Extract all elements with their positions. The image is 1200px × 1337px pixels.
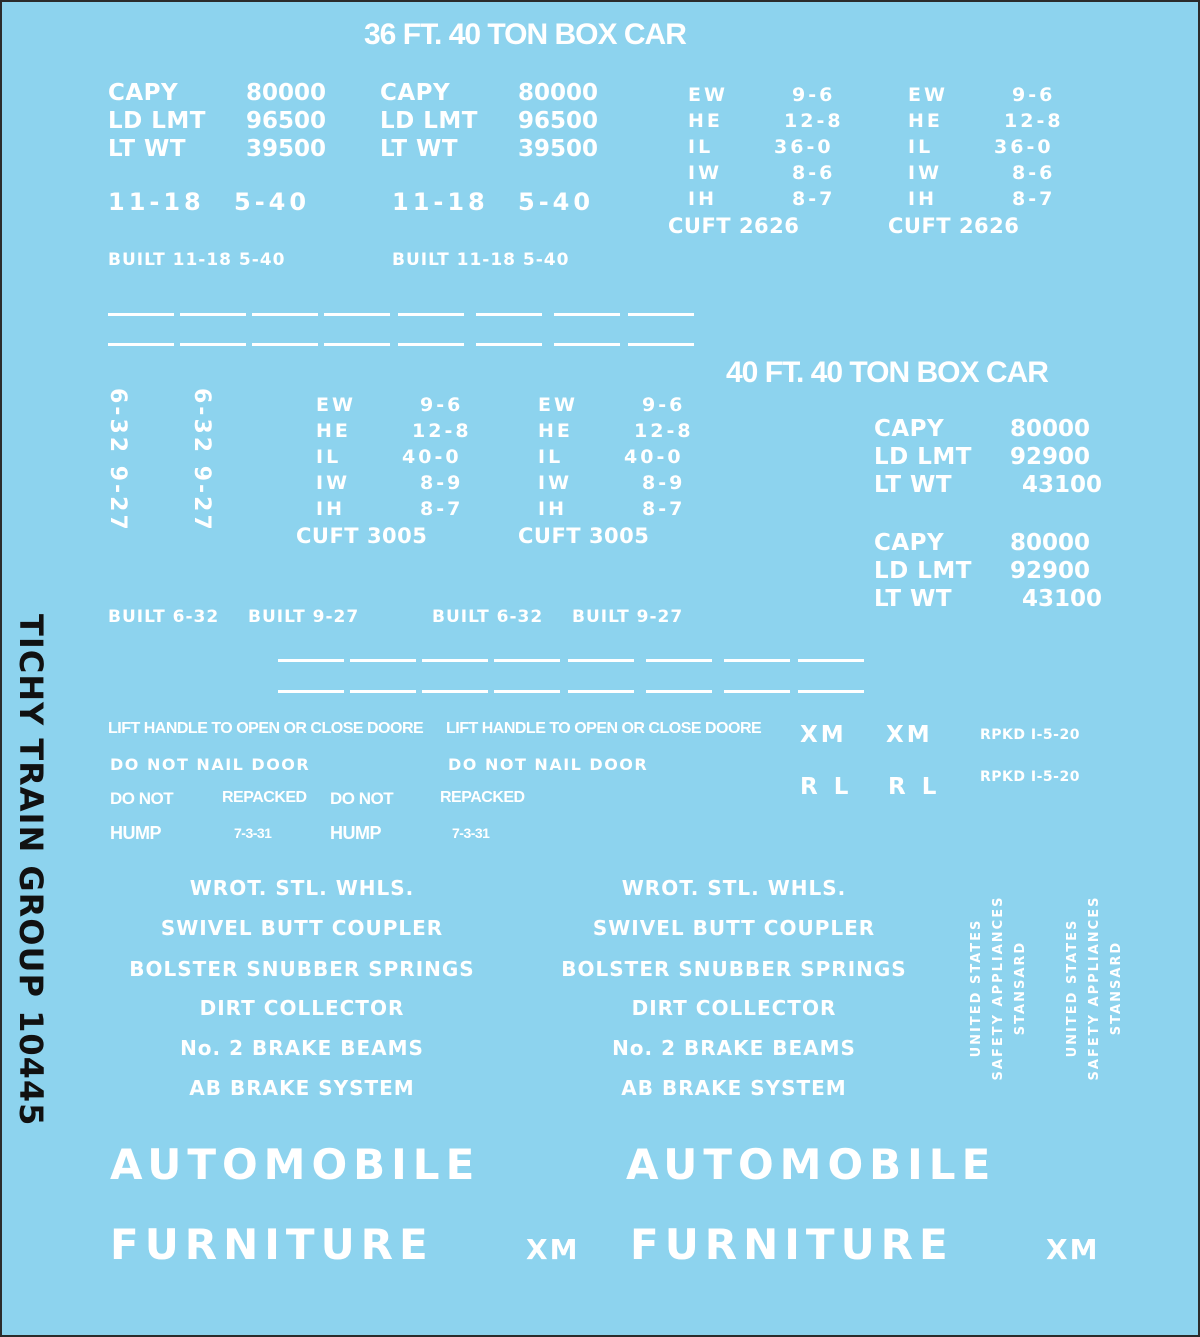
safety-standard-1: [966, 868, 1032, 1108]
built-36: BUILT 11-18 5-40: [392, 250, 570, 270]
feature-wheels: WROT. STL. WHLS.: [189, 876, 415, 900]
feature-coupler: SWIVEL BUTT COUPLER: [592, 916, 876, 940]
automobile-lettering: AUTOMOBILE: [626, 1140, 997, 1189]
repacked-date: 7-3-31: [234, 825, 272, 841]
title-40ft: 40 FT. 40 TON BOX CAR: [726, 356, 1048, 389]
lt-wt-label: LT WT: [108, 136, 187, 162]
stripe: [628, 343, 694, 346]
stripe: [476, 313, 542, 316]
iw-label: IW: [908, 162, 943, 184]
il-value: 40-0: [624, 446, 684, 468]
stripe: [646, 659, 712, 662]
do-not-label: DO NOT: [330, 789, 394, 808]
cuft-value: CUFT 3005: [518, 524, 650, 548]
capy-value: 80000: [1010, 530, 1091, 556]
capy-label: CAPY: [874, 530, 945, 556]
stripe: [554, 313, 620, 316]
built-6-32: BUILT 6-32: [432, 607, 544, 627]
stripe: [422, 659, 488, 662]
stripe: [180, 343, 246, 346]
rpkd-date: RPKD I-5-20: [980, 769, 1080, 785]
xm-small: XM: [1046, 1233, 1100, 1266]
stripe: [324, 313, 390, 316]
he-value: 12-8: [784, 110, 844, 132]
il-label: IL: [688, 136, 714, 158]
ew-label: EW: [908, 84, 948, 106]
ew-label: EW: [538, 394, 578, 416]
ih-value: 8-7: [420, 498, 464, 520]
xm-mark: XM: [886, 722, 933, 748]
stripe: [724, 690, 790, 693]
stripe: [628, 313, 694, 316]
stripe: [252, 313, 318, 316]
iw-value: 8-9: [420, 472, 464, 494]
ld-lmt-value: 96500: [518, 108, 599, 134]
stripe: [554, 343, 620, 346]
il-value: 36-0: [994, 136, 1054, 158]
feature-wheels: WROT. STL. WHLS.: [621, 876, 847, 900]
feature-brake-beams: No. 2 BRAKE BEAMS: [180, 1036, 424, 1060]
lt-wt-label: LT WT: [874, 586, 953, 612]
feature-brake-beams: No. 2 BRAKE BEAMS: [612, 1036, 856, 1060]
vertical-dates: 6-32 9-27: [105, 388, 130, 533]
stripe: [350, 690, 416, 693]
he-label: HE: [538, 420, 573, 442]
furniture-lettering: FURNITURE: [110, 1220, 434, 1269]
safety-line-2: SAFETY APPLIANCES: [991, 895, 1006, 1081]
lt-wt-value: 39500: [518, 136, 599, 162]
stripe: [180, 313, 246, 316]
safety-line-1: UNITED STATES: [969, 918, 984, 1058]
ld-lmt-label: LD LMT: [874, 444, 972, 470]
capy-label: CAPY: [108, 80, 179, 106]
ew-value: 9-6: [642, 394, 686, 416]
he-value: 12-8: [1004, 110, 1064, 132]
ld-lmt-label: LD LMT: [874, 558, 972, 584]
ew-value: 9-6: [1012, 84, 1056, 106]
stripe: [108, 343, 174, 346]
capy-value: 80000: [1010, 416, 1091, 442]
ew-value: 9-6: [420, 394, 464, 416]
feature-springs: BOLSTER SNUBBER SPRINGS: [129, 957, 475, 981]
do-not-nail-door: DO NOT NAIL DOOR: [448, 755, 649, 774]
repacked-date: 7-3-31: [452, 825, 490, 841]
xm-small: XM: [526, 1233, 580, 1266]
stripe: [646, 690, 712, 693]
do-not-label: DO NOT: [110, 789, 174, 808]
feature-brake-system: AB BRAKE SYSTEM: [621, 1076, 847, 1100]
stripe: [350, 659, 416, 662]
date-11-18: 11-18: [108, 188, 205, 216]
feature-dirt-collector: DIRT COLLECTOR: [631, 996, 837, 1020]
door-notice: LIFT HANDLE TO OPEN OR CLOSE DOORE: [108, 720, 424, 737]
automobile-lettering: AUTOMOBILE: [110, 1140, 481, 1189]
capy-label: CAPY: [380, 80, 451, 106]
ld-lmt-value: 92900: [1010, 444, 1091, 470]
cuft-value: CUFT 2626: [668, 214, 800, 238]
stripe: [494, 659, 560, 662]
ld-lmt-label: LD LMT: [380, 108, 478, 134]
repacked-label: REPACKED: [222, 789, 307, 806]
ld-lmt-label: LD LMT: [108, 108, 206, 134]
stripe: [798, 690, 864, 693]
cuft-value: CUFT 2626: [888, 214, 1020, 238]
stripe: [568, 690, 634, 693]
ih-value: 8-7: [792, 188, 836, 210]
he-value: 12-8: [412, 420, 472, 442]
vertical-dates: 6-32 9-27: [189, 388, 214, 533]
furniture-lettering: FURNITURE: [630, 1220, 954, 1269]
lt-wt-value: 39500: [246, 136, 327, 162]
ih-value: 8-7: [642, 498, 686, 520]
title-36ft: 36 FT. 40 TON BOX CAR: [364, 18, 686, 51]
built-36: BUILT 11-18 5-40: [108, 250, 286, 270]
safety-line-3: STANSARD: [1013, 940, 1028, 1036]
il-label: IL: [538, 446, 564, 468]
door-notice: LIFT HANDLE TO OPEN OR CLOSE DOORE: [446, 720, 762, 737]
he-label: HE: [908, 110, 943, 132]
il-value: 36-0: [774, 136, 834, 158]
iw-label: IW: [538, 472, 573, 494]
do-not-nail-door: DO NOT NAIL DOOR: [110, 755, 311, 774]
lt-wt-value: 43100: [1022, 472, 1103, 498]
ew-value: 9-6: [792, 84, 836, 106]
feature-dirt-collector: DIRT COLLECTOR: [199, 996, 405, 1020]
iw-value: 8-6: [1012, 162, 1056, 184]
hump-label: HUMP: [110, 823, 161, 843]
capy-label: CAPY: [874, 416, 945, 442]
stripe: [398, 343, 464, 346]
iw-label: IW: [316, 472, 351, 494]
he-label: HE: [688, 110, 723, 132]
stripe: [494, 690, 560, 693]
ld-lmt-value: 96500: [246, 108, 327, 134]
safety-line-3: STANSARD: [1109, 940, 1124, 1036]
stripe: [252, 343, 318, 346]
lt-wt-value: 43100: [1022, 586, 1103, 612]
feature-brake-system: AB BRAKE SYSTEM: [189, 1076, 415, 1100]
stripe: [398, 313, 464, 316]
stripe: [568, 659, 634, 662]
iw-value: 8-6: [792, 162, 836, 184]
stripe: [108, 313, 174, 316]
ih-label: IH: [538, 498, 567, 520]
cuft-value: CUFT 3005: [296, 524, 428, 548]
stripe: [278, 690, 344, 693]
hump-label: HUMP: [330, 823, 381, 843]
capy-value: 80000: [518, 80, 599, 106]
he-value: 12-8: [634, 420, 694, 442]
ew-label: EW: [688, 84, 728, 106]
rl-mark: R L: [888, 774, 941, 800]
iw-value: 8-9: [642, 472, 686, 494]
safety-line-1: UNITED STATES: [1065, 918, 1080, 1058]
stripe: [798, 659, 864, 662]
il-label: IL: [908, 136, 934, 158]
safety-standard-2: [1062, 868, 1128, 1108]
stripe: [278, 659, 344, 662]
stripe: [422, 690, 488, 693]
lt-wt-label: LT WT: [874, 472, 953, 498]
built-9-27: BUILT 9-27: [248, 607, 360, 627]
manufacturer-label: TICHY TRAIN GROUP 10445: [12, 614, 50, 1127]
ew-label: EW: [316, 394, 356, 416]
he-label: HE: [316, 420, 351, 442]
ih-value: 8-7: [1012, 188, 1056, 210]
feature-coupler: SWIVEL BUTT COUPLER: [160, 916, 444, 940]
rpkd-date: RPKD I-5-20: [980, 727, 1080, 743]
repacked-label: REPACKED: [440, 789, 525, 806]
il-value: 40-0: [402, 446, 462, 468]
ld-lmt-value: 92900: [1010, 558, 1091, 584]
built-9-27: BUILT 9-27: [572, 607, 684, 627]
feature-springs: BOLSTER SNUBBER SPRINGS: [561, 957, 907, 981]
stripe: [324, 343, 390, 346]
lt-wt-label: LT WT: [380, 136, 459, 162]
date-11-18: 11-18: [392, 188, 489, 216]
capy-value: 80000: [246, 80, 327, 106]
il-label: IL: [316, 446, 342, 468]
ih-label: IH: [908, 188, 937, 210]
iw-label: IW: [688, 162, 723, 184]
rl-mark: R L: [800, 774, 853, 800]
ih-label: IH: [316, 498, 345, 520]
stripe: [476, 343, 542, 346]
stripe: [724, 659, 790, 662]
date-5-40: 5-40: [518, 188, 595, 216]
ih-label: IH: [688, 188, 717, 210]
safety-line-2: SAFETY APPLIANCES: [1087, 895, 1102, 1081]
xm-mark: XM: [800, 722, 847, 748]
built-6-32: BUILT 6-32: [108, 607, 220, 627]
date-5-40: 5-40: [234, 188, 311, 216]
